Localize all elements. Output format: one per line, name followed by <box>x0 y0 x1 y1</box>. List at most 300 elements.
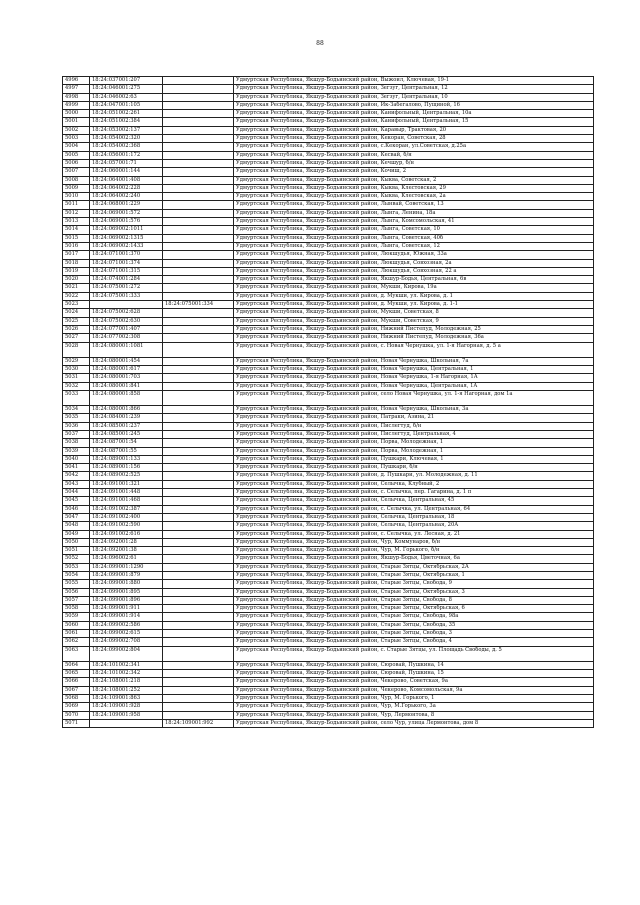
cadastral-number-cell: 18:24:099002:804 <box>90 646 163 661</box>
linked-cadastral-number-cell <box>163 455 234 463</box>
table-row <box>63 309 594 317</box>
address-cell: Удмуртская Республика, Якшур-Бодьинский район, Чур, М.Горького, 3а <box>234 703 594 711</box>
cadastral-number-cell: 18:24:091002:400 <box>90 513 163 521</box>
linked-cadastral-number-cell <box>163 447 234 455</box>
linked-cadastral-number-cell <box>163 538 234 546</box>
row-number-cell: 5030 <box>63 365 90 373</box>
address-cell: Удмуртская Республика, Якшур-Бодьинский район, Сюровай, Пушкина, 14 <box>234 661 594 669</box>
cadastral-number-cell: 18:24:091002:616 <box>90 530 163 538</box>
linked-cadastral-number-cell <box>163 686 234 694</box>
cadastral-number-cell: 18:24:046002:63 <box>90 93 163 101</box>
address-cell: Удмуртская Республика, Якшур-Бодьинский район, Пушкари, Ключевая, 1 <box>234 455 594 463</box>
table-row <box>63 588 594 596</box>
table-row <box>63 382 594 390</box>
row-number-cell: 5066 <box>63 678 90 686</box>
linked-cadastral-number-cell: 18:24:109001:992 <box>163 719 234 727</box>
cadastral-number-cell: 18:24:053002:137 <box>90 126 163 134</box>
table-row <box>63 719 594 727</box>
address-cell: Удмуртская Республика, Якшур-Бодьинский район, Кочиш, 2 <box>234 168 594 176</box>
register-rows <box>63 77 594 728</box>
row-number-cell: 5029 <box>63 357 90 365</box>
linked-cadastral-number-cell <box>163 135 234 143</box>
table-row <box>63 201 594 209</box>
table-row <box>63 678 594 686</box>
linked-cadastral-number-cell <box>163 242 234 250</box>
cadastral-number-cell: 18:24:080001:866 <box>90 406 163 414</box>
page-number: 88 <box>316 40 324 47</box>
row-number-cell: 5068 <box>63 695 90 703</box>
cadastral-number-cell: 18:24:099001:880 <box>90 580 163 588</box>
table-row <box>63 670 594 678</box>
row-number-cell: 5034 <box>63 406 90 414</box>
address-cell: Удмуртская Республика, Якшур-Бодьинский район, Лынга, Советская, 10 <box>234 226 594 234</box>
address-cell: Удмуртская Республика, Якшур-Бодьинский район, Новая Чернушка, 1-я Нагорная, 1А <box>234 374 594 382</box>
table-row <box>63 184 594 192</box>
cadastral-number-cell: 18:24:046001:275 <box>90 85 163 93</box>
address-cell: Удмуртская Республика, Якшур-Бодьинский район, Старые Зятцы, Свобода, 3 <box>234 630 594 638</box>
linked-cadastral-number-cell <box>163 464 234 472</box>
row-number-cell: 4996 <box>63 77 90 85</box>
row-number-cell: 5004 <box>63 143 90 151</box>
table-row <box>63 447 594 455</box>
table-row <box>63 538 594 546</box>
address-cell: Удмуртская Республика, Якшур-Бодьинский район, Старые Зятцы, Свобода, 8 <box>234 596 594 604</box>
table-row <box>63 118 594 126</box>
table-row <box>63 135 594 143</box>
table-row <box>63 168 594 176</box>
address-cell: Удмуртская Республика, Якшур-Бодьинский район, Нижний Пистепуд, Молодежная, 25 <box>234 325 594 333</box>
linked-cadastral-number-cell <box>163 646 234 661</box>
table-row <box>63 464 594 472</box>
table-row <box>63 284 594 292</box>
row-number-cell: 5069 <box>63 703 90 711</box>
table-row <box>63 497 594 505</box>
table-row <box>63 430 594 438</box>
linked-cadastral-number-cell <box>163 430 234 438</box>
row-number-cell: 5014 <box>63 226 90 234</box>
cadastral-number-cell: 18:24:099001:879 <box>90 572 163 580</box>
linked-cadastral-number-cell <box>163 695 234 703</box>
table-row <box>63 703 594 711</box>
cadastral-number-cell: 18:24:099001:911 <box>90 605 163 613</box>
row-number-cell: 5021 <box>63 284 90 292</box>
table-row <box>63 406 594 414</box>
row-number-cell: 5025 <box>63 317 90 325</box>
linked-cadastral-number-cell <box>163 77 234 85</box>
cadastral-number-cell: 18:24:085001:245 <box>90 430 163 438</box>
address-cell: Удмуртская Республика, Якшур-Бодьинский район, Пислегтуд, б/н <box>234 422 594 430</box>
table-row <box>63 226 594 234</box>
linked-cadastral-number-cell <box>163 292 234 300</box>
cadastral-number-cell: 18:24:099001:896 <box>90 596 163 604</box>
address-cell: Удмуртская Республика, Якшур-Бодьинский район, с. Селычка, ул. Центральная, 64 <box>234 505 594 513</box>
linked-cadastral-number-cell <box>163 630 234 638</box>
cadastral-number-cell: 18:24:069002:1433 <box>90 242 163 250</box>
address-cell: Удмуртская Республика, Якшур-Бодьинский район, Кыква, Советская, 2 <box>234 176 594 184</box>
table-row <box>63 596 594 604</box>
linked-cadastral-number-cell <box>163 555 234 563</box>
address-cell: Удмуртская Республика, Якшур-Бодьинский район, Зегзуг, Центральная, 12 <box>234 85 594 93</box>
row-number-cell: 4999 <box>63 101 90 109</box>
table-row <box>63 159 594 167</box>
table-row <box>63 605 594 613</box>
linked-cadastral-number-cell <box>163 151 234 159</box>
table-row <box>63 572 594 580</box>
address-cell: Удмуртская Республика, Якшур-Бодьинский район, Новая Чернушка, Центральная, 1 <box>234 365 594 373</box>
linked-cadastral-number-cell <box>163 390 234 405</box>
table-row <box>63 276 594 284</box>
cadastral-number-cell: 18:24:071001:374 <box>90 259 163 267</box>
cadastral-number-cell <box>90 301 163 309</box>
address-cell: Удмуртская Республика, Якшур-Бодьинский район, Патраки, Азина, 21 <box>234 414 594 422</box>
address-cell: Удмуртская Республика, Якшур-Бодьинский район, Якшур-Бодья, Цветочная, 6а <box>234 555 594 563</box>
cadastral-number-cell: 18:24:080001:841 <box>90 382 163 390</box>
address-cell: Удмуртская Республика, Якшур-Бодьинский район, Старые Зятцы, Октябрьская, 3 <box>234 588 594 596</box>
linked-cadastral-number-cell <box>163 572 234 580</box>
row-number-cell: 5056 <box>63 588 90 596</box>
address-cell: Удмуртская Республика, Якшур-Бодьинский район, Мукши, Советская, 9 <box>234 317 594 325</box>
cadastral-number-cell: 18:24:091002:590 <box>90 522 163 530</box>
cadastral-number-cell: 18:24:084001:239 <box>90 414 163 422</box>
row-number-cell: 4998 <box>63 93 90 101</box>
linked-cadastral-number-cell <box>163 317 234 325</box>
table-row <box>63 530 594 538</box>
address-cell: Удмуртская Республика, Якшур-Бодьинский район, Новая Чернушка, Школьная, 3а <box>234 406 594 414</box>
row-number-cell: 5053 <box>63 563 90 571</box>
address-cell: Удмуртская Республика, Якшур-Бодьинский район, Каравыр, Трактовая, 20 <box>234 126 594 134</box>
linked-cadastral-number-cell <box>163 588 234 596</box>
row-number-cell: 5005 <box>63 151 90 159</box>
row-number-cell: 5070 <box>63 711 90 719</box>
cadastral-number-cell: 18:24:037001:207 <box>90 77 163 85</box>
row-number-cell: 5010 <box>63 193 90 201</box>
table-row <box>63 563 594 571</box>
cadastral-number-cell: 18:24:096002:61 <box>90 555 163 563</box>
cadastral-number-cell: 18:24:101002:342 <box>90 670 163 678</box>
linked-cadastral-number-cell <box>163 159 234 167</box>
table-row <box>63 301 594 309</box>
row-number-cell: 5018 <box>63 259 90 267</box>
address-cell: Удмуртская Республика, Якшур-Бодьинский район, Старые Зятцы, Октябрьская, 6 <box>234 605 594 613</box>
table-row <box>63 151 594 159</box>
table-row <box>63 374 594 382</box>
table-row <box>63 193 594 201</box>
cadastral-number-cell: 18:24:060001:144 <box>90 168 163 176</box>
cadastral-number-cell: 18:24:092001:28 <box>90 538 163 546</box>
address-cell: Удмуртская Республика, Якшур-Бодьинский район, Пислегтуд, Центральная, 4 <box>234 430 594 438</box>
table-row <box>63 686 594 694</box>
cadastral-number-cell: 18:24:108001:218 <box>90 678 163 686</box>
linked-cadastral-number-cell <box>163 357 234 365</box>
cadastral-number-cell: 18:24:080001:454 <box>90 357 163 365</box>
cadastral-number-cell: 18:24:080001:703 <box>90 374 163 382</box>
cadastral-number-cell: 18:24:077002:308 <box>90 334 163 342</box>
row-number-cell: 5001 <box>63 118 90 126</box>
cadastral-number-cell: 18:24:091002:387 <box>90 505 163 513</box>
cadastral-number-cell: 18:24:064002:228 <box>90 184 163 192</box>
row-number-cell: 5067 <box>63 686 90 694</box>
linked-cadastral-number-cell <box>163 414 234 422</box>
linked-cadastral-number-cell <box>163 374 234 382</box>
linked-cadastral-number-cell <box>163 118 234 126</box>
address-cell: Удмуртская Республика, Якшур-Бодьинский район, Зегзуг, Центральная, 10 <box>234 93 594 101</box>
table-row <box>63 176 594 184</box>
address-cell: Удмуртская Республика, Якшур-Бодьинский район, Селычка, Центральная, 20А <box>234 522 594 530</box>
row-number-cell: 5049 <box>63 530 90 538</box>
cadastral-number-cell: 18:24:099001:1290 <box>90 563 163 571</box>
row-number-cell: 5060 <box>63 621 90 629</box>
linked-cadastral-number-cell <box>163 284 234 292</box>
row-number-cell: 5023 <box>63 301 90 309</box>
row-number-cell: 5015 <box>63 234 90 242</box>
table-row <box>63 365 594 373</box>
row-number-cell: 5055 <box>63 580 90 588</box>
address-cell: Удмуртская Республика, Якшур-Бодьинский район, д. Мукши, ул. Кирова, д. 1 <box>234 292 594 300</box>
address-cell: Удмуртская Республика, Якшур-Бодьинский район, Старые Зятцы, Свобода, 9 <box>234 580 594 588</box>
table-row <box>63 126 594 134</box>
linked-cadastral-number-cell <box>163 580 234 588</box>
table-row <box>63 242 594 250</box>
cadastral-number-cell: 18:24:068001:229 <box>90 201 163 209</box>
address-cell: Удмуртская Республика, Якшур-Бодьинский район, Канифольный, Центральная, 10а <box>234 110 594 118</box>
row-number-cell: 5013 <box>63 218 90 226</box>
cadastral-number-cell: 18:24:109001:958 <box>90 711 163 719</box>
address-cell: Удмуртская Республика, Якшур-Бодьинский район, Нижний Пистепуд, Молодежная, 36а <box>234 334 594 342</box>
cadastral-number-cell: 18:24:057001:71 <box>90 159 163 167</box>
linked-cadastral-number-cell <box>163 596 234 604</box>
address-cell: Удмуртская Республика, Якшур-Бодьинский район, Чур, Лермонтова, 8 <box>234 711 594 719</box>
cadastral-number-cell: 18:24:108001:252 <box>90 686 163 694</box>
address-cell: Удмуртская Республика, Якшур-Бодьинский район, село Новая Чернушка, ул. 1-я Нагорная, дом 1а <box>234 390 594 405</box>
cadastral-number-cell <box>90 719 163 727</box>
address-cell: Удмуртская Республика, Якшур-Бодьинский район, Люкшудья, Южная, 33а <box>234 251 594 259</box>
linked-cadastral-number-cell <box>163 439 234 447</box>
linked-cadastral-number-cell <box>163 276 234 284</box>
address-cell: Удмуртская Республика, Якшур-Бодьинский район, Мукши, Кирова, 19а <box>234 284 594 292</box>
linked-cadastral-number-cell <box>163 489 234 497</box>
linked-cadastral-number-cell <box>163 382 234 390</box>
linked-cadastral-number-cell <box>163 201 234 209</box>
row-number-cell: 5043 <box>63 480 90 488</box>
linked-cadastral-number-cell <box>163 93 234 101</box>
table-row <box>63 522 594 530</box>
cadastral-number-cell: 18:24:051002:384 <box>90 118 163 126</box>
linked-cadastral-number-cell <box>163 342 234 357</box>
row-number-cell: 5027 <box>63 334 90 342</box>
address-cell: Удмуртская Республика, Якшур-Бодьинский район, д. Пушкари, ул. Молодежная, д. 11 <box>234 472 594 480</box>
address-cell: Удмуртская Республика, Якшур-Бодьинский район, Чур, М. Горького, б/н <box>234 547 594 555</box>
address-cell: Удмуртская Республика, Якшур-Бодьинский район, Новая Чернушка, Центральная, 1А <box>234 382 594 390</box>
cadastral-number-cell: 18:24:109001:928 <box>90 703 163 711</box>
address-cell: Удмуртская Республика, Якшур-Бодьинский район, Старые Зятцы, Свобода, 4 <box>234 638 594 646</box>
property-register-table <box>62 76 594 728</box>
linked-cadastral-number-cell <box>163 547 234 555</box>
linked-cadastral-number-cell <box>163 513 234 521</box>
table-row <box>63 613 594 621</box>
address-cell: Удмуртская Республика, Якшур-Бодьинский район, Канифольный, Центральная, 15 <box>234 118 594 126</box>
address-cell: Удмуртская Республика, Якшур-Бодьинский район, д. Мукши, ул. Кирова, д. 1-1 <box>234 301 594 309</box>
cadastral-number-cell: 18:24:109001:863 <box>90 695 163 703</box>
cadastral-number-cell: 18:24:091001:321 <box>90 480 163 488</box>
linked-cadastral-number-cell <box>163 613 234 621</box>
address-cell: Удмуртская Республика, Якшур-Бодьинский район, Новая Чернушка, Школьная, 7а <box>234 357 594 365</box>
linked-cadastral-number-cell <box>163 218 234 226</box>
address-cell: Удмуртская Республика, Якшур-Бодьинский район, Селычка, Центральная, 18 <box>234 513 594 521</box>
cadastral-number-cell: 18:24:087001:54 <box>90 439 163 447</box>
row-number-cell: 5017 <box>63 251 90 259</box>
table-row <box>63 251 594 259</box>
cadastral-number-cell: 18:24:047001:105 <box>90 101 163 109</box>
row-number-cell: 5040 <box>63 455 90 463</box>
address-cell: Удмуртская Республика, Якшур-Бодьинский район, Старые Зятцы, Октябрьская, 1 <box>234 572 594 580</box>
linked-cadastral-number-cell <box>163 530 234 538</box>
cadastral-number-cell: 18:24:071001:370 <box>90 251 163 259</box>
address-cell: Удмуртская Республика, Якшур-Бодьинский район, Выжоил, Ключевая, 19-1 <box>234 77 594 85</box>
table-row <box>63 342 594 357</box>
linked-cadastral-number-cell <box>163 325 234 333</box>
row-number-cell: 5045 <box>63 497 90 505</box>
row-number-cell: 5048 <box>63 522 90 530</box>
cadastral-number-cell: 18:24:051002:261 <box>90 110 163 118</box>
row-number-cell: 5037 <box>63 430 90 438</box>
row-number-cell: 5002 <box>63 126 90 134</box>
row-number-cell: 5058 <box>63 605 90 613</box>
row-number-cell: 5007 <box>63 168 90 176</box>
linked-cadastral-number-cell <box>163 267 234 275</box>
linked-cadastral-number-cell <box>163 193 234 201</box>
table-row <box>63 472 594 480</box>
cadastral-number-cell: 18:24:091001:448 <box>90 489 163 497</box>
address-cell: Удмуртская Республика, Якшур-Бодьинский район, Чур, М. Горького, 1 <box>234 695 594 703</box>
linked-cadastral-number-cell <box>163 406 234 414</box>
table-row <box>63 489 594 497</box>
table-row <box>63 77 594 85</box>
cadastral-number-cell: 18:24:087001:55 <box>90 447 163 455</box>
table-row <box>63 267 594 275</box>
row-number-cell: 5051 <box>63 547 90 555</box>
linked-cadastral-number-cell <box>163 309 234 317</box>
linked-cadastral-number-cell <box>163 661 234 669</box>
address-cell: Удмуртская Республика, Якшур-Бодьинский район, Лынга, Советская, 12 <box>234 242 594 250</box>
address-cell: Удмуртская Республика, Якшур-Бодьинский район, Чур, Коммунаров, б/н <box>234 538 594 546</box>
linked-cadastral-number-cell <box>163 678 234 686</box>
table-row <box>63 209 594 217</box>
row-number-cell: 5020 <box>63 276 90 284</box>
cadastral-number-cell: 18:24:064002:240 <box>90 193 163 201</box>
table-row <box>63 695 594 703</box>
cadastral-number-cell: 18:24:089001:133 <box>90 455 163 463</box>
row-number-cell: 4997 <box>63 85 90 93</box>
linked-cadastral-number-cell <box>163 101 234 109</box>
cadastral-number-cell: 18:24:092001:38 <box>90 547 163 555</box>
cadastral-number-cell: 18:24:069001:576 <box>90 218 163 226</box>
linked-cadastral-number-cell <box>163 711 234 719</box>
linked-cadastral-number-cell <box>163 522 234 530</box>
address-cell: Удмуртская Республика, Якшур-Бодьинский район, Кесвай, б/н <box>234 151 594 159</box>
table-row <box>63 93 594 101</box>
cadastral-number-cell: 18:24:069001:572 <box>90 209 163 217</box>
cadastral-number-cell: 18:24:056001:172 <box>90 151 163 159</box>
row-number-cell: 5011 <box>63 201 90 209</box>
linked-cadastral-number-cell <box>163 334 234 342</box>
address-cell: Удмуртская Республика, Якшур-Бодьинский район, Ик-Забегалово, Пущиной, 16 <box>234 101 594 109</box>
address-cell: Удмуртская Республика, Якшур-Бодьинский район, Лынвай, Советская, 13 <box>234 201 594 209</box>
row-number-cell: 5050 <box>63 538 90 546</box>
row-number-cell: 5039 <box>63 447 90 455</box>
table-row <box>63 661 594 669</box>
row-number-cell: 5028 <box>63 342 90 357</box>
table-row <box>63 357 594 365</box>
row-number-cell: 5033 <box>63 390 90 405</box>
address-cell: Удмуртская Республика, Якшур-Бодьинский район, Кыква, Клестовская, 2а <box>234 193 594 201</box>
address-cell: Удмуртская Республика, Якшур-Бодьинский район, Люкшудья, Совхозная, 2а <box>234 259 594 267</box>
linked-cadastral-number-cell <box>163 480 234 488</box>
cadastral-number-cell: 18:24:064001:408 <box>90 176 163 184</box>
row-number-cell: 5061 <box>63 630 90 638</box>
row-number-cell: 5019 <box>63 267 90 275</box>
table-row <box>63 143 594 151</box>
address-cell: Удмуртская Республика, Якшур-Бодьинский район, Кыква, Клестовская, 29 <box>234 184 594 192</box>
address-cell: Удмуртская Республика, Якшур-Бодьинский район, Порва, Молодежная, 1 <box>234 439 594 447</box>
row-number-cell: 5052 <box>63 555 90 563</box>
linked-cadastral-number-cell <box>163 110 234 118</box>
row-number-cell: 5009 <box>63 184 90 192</box>
table-row <box>63 621 594 629</box>
row-number-cell: 5003 <box>63 135 90 143</box>
row-number-cell: 5022 <box>63 292 90 300</box>
linked-cadastral-number-cell <box>163 85 234 93</box>
table-row <box>63 234 594 242</box>
table-row <box>63 292 594 300</box>
address-cell: Удмуртская Республика, Якшур-Бодьинский район, Селычка, Клубный, 2 <box>234 480 594 488</box>
table-row <box>63 334 594 342</box>
linked-cadastral-number-cell <box>163 176 234 184</box>
linked-cadastral-number-cell <box>163 143 234 151</box>
row-number-cell: 5024 <box>63 309 90 317</box>
address-cell: Удмуртская Республика, Якшур-Бодьинский район, Селычка, Центральная, 45 <box>234 497 594 505</box>
cadastral-number-cell: 18:24:069002:1011 <box>90 226 163 234</box>
row-number-cell: 5016 <box>63 242 90 250</box>
address-cell: Удмуртская Республика, Якшур-Бодьинский район, Якшур-Бодья, Центральная, 6в <box>234 276 594 284</box>
address-cell: Удмуртская Республика, Якшур-Бодьинский район, Лынга, Комсомольская, 41 <box>234 218 594 226</box>
cadastral-number-cell: 18:24:099002:708 <box>90 638 163 646</box>
row-number-cell: 5062 <box>63 638 90 646</box>
cadastral-number-cell: 18:24:075002:628 <box>90 309 163 317</box>
linked-cadastral-number-cell <box>163 703 234 711</box>
address-cell: Удмуртская Республика, Якшур-Бодьинский район, Чекерово, Комсомольская, 9а <box>234 686 594 694</box>
cadastral-number-cell: 18:24:054002:368 <box>90 143 163 151</box>
cadastral-number-cell: 18:24:080001:1081 <box>90 342 163 357</box>
cadastral-number-cell: 18:24:099002:615 <box>90 630 163 638</box>
row-number-cell: 5026 <box>63 325 90 333</box>
table-row <box>63 711 594 719</box>
table-row <box>63 480 594 488</box>
cadastral-number-cell: 18:24:101002:341 <box>90 661 163 669</box>
linked-cadastral-number-cell <box>163 563 234 571</box>
cadastral-number-cell: 18:24:075001:272 <box>90 284 163 292</box>
row-number-cell: 5046 <box>63 505 90 513</box>
cadastral-number-cell: 18:24:091001:468 <box>90 497 163 505</box>
cadastral-number-cell: 18:24:054002:320 <box>90 135 163 143</box>
linked-cadastral-number-cell <box>163 209 234 217</box>
address-cell: Удмуртская Республика, Якшур-Бодьинский район, Пушкари, б/н <box>234 464 594 472</box>
address-cell: Удмуртская Республика, Якшур-Бодьинский район, Сюровай, Пушкина, 15 <box>234 670 594 678</box>
linked-cadastral-number-cell <box>163 505 234 513</box>
row-number-cell: 5054 <box>63 572 90 580</box>
row-number-cell: 5057 <box>63 596 90 604</box>
table-row <box>63 580 594 588</box>
table-row <box>63 630 594 638</box>
